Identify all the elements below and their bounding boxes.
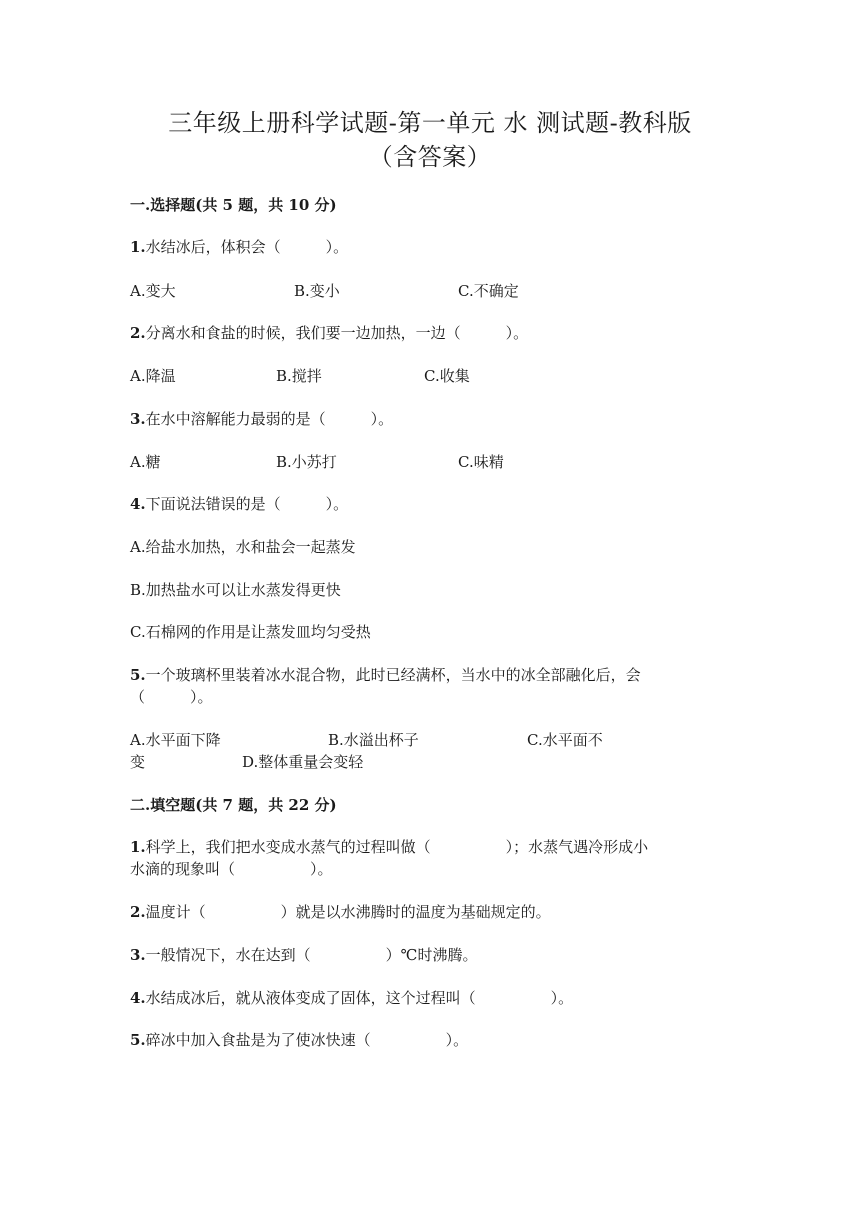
option-a: A.给盐水加热，水和盐会一起蒸发 xyxy=(130,538,356,556)
question-number: 2. xyxy=(130,324,146,342)
question-number: 1. xyxy=(130,238,146,256)
question-text: 温度计（ ）就是以水沸腾时的温度为基础规定的。 xyxy=(145,903,551,921)
question-number: 3. xyxy=(130,410,146,428)
question-text: 一个玻璃杯里装着冰水混合物，此时已经满杯，当水中的冰全部融化后，会 xyxy=(145,666,641,684)
section-heading-fill: 二.填空题(共 7 题，共 22 分) xyxy=(130,796,337,814)
option-c-continuation: 变 xyxy=(130,753,146,771)
option-a: A.水平面下降 xyxy=(130,731,221,749)
fill-question-1 xyxy=(130,836,648,857)
page-title: 三年级上册科学试题-第一单元 水 测试题-教科版 xyxy=(168,109,692,137)
option-b: B.水溢出杯子 xyxy=(328,731,419,749)
question-4 xyxy=(130,493,348,514)
fill-question-5 xyxy=(130,1029,468,1050)
option-a: A.糖 xyxy=(130,453,161,471)
question-1 xyxy=(130,236,348,257)
option-b: B.加热盐水可以让水蒸发得更快 xyxy=(130,581,341,599)
question-number: 5. xyxy=(130,666,146,684)
option-c: C.石棉网的作用是让蒸发皿均匀受热 xyxy=(130,623,371,641)
option-b: B.小苏打 xyxy=(276,453,337,471)
fill-question-4 xyxy=(130,987,573,1008)
question-3 xyxy=(130,408,393,429)
question-text: 水结冰后，体积会（ ）。 xyxy=(145,238,349,256)
option-c: C.不确定 xyxy=(458,282,519,300)
question-text: 下面说法错误的是（ ）。 xyxy=(145,495,349,513)
option-b: B.搅拌 xyxy=(276,367,322,385)
question-text: 分离水和食盐的时候，我们要一边加热，一边（ ）。 xyxy=(145,324,529,342)
question-text: 在水中溶解能力最弱的是（ ）。 xyxy=(145,410,394,428)
question-text: 水结成冰后，就从液体变成了固体，这个过程叫（ ）。 xyxy=(145,989,574,1007)
fill-question-1-continuation: 水滴的现象叫（ ）。 xyxy=(130,860,333,878)
fill-question-2 xyxy=(130,901,551,922)
question-5 xyxy=(130,664,641,685)
question-number: 4. xyxy=(130,989,146,1007)
question-number: 3. xyxy=(130,946,146,964)
option-a: A.变大 xyxy=(130,282,176,300)
option-d: D.整体重量会变轻 xyxy=(242,753,364,771)
page-subtitle: （含答案） xyxy=(368,143,492,171)
question-text: 一般情况下，水在达到（ ）℃时沸腾。 xyxy=(145,946,478,964)
question-number: 4. xyxy=(130,495,146,513)
question-5-continuation: （ ）。 xyxy=(130,688,213,706)
question-text: 科学上，我们把水变成水蒸气的过程叫做（ ）；水蒸气遇冷形成小 xyxy=(145,838,649,856)
option-b: B.变小 xyxy=(294,282,340,300)
section-heading-choice: 一.选择题(共 5 题，共 10 分) xyxy=(130,196,337,214)
fill-question-3 xyxy=(130,944,477,965)
option-a: A.降温 xyxy=(130,367,176,385)
question-2 xyxy=(130,322,528,343)
option-c: C.水平面不 xyxy=(527,731,603,749)
question-number: 2. xyxy=(130,903,146,921)
question-text: 碎冰中加入食盐是为了使冰快速（ ）。 xyxy=(145,1031,469,1049)
question-number: 1. xyxy=(130,838,146,856)
question-number: 5. xyxy=(130,1031,146,1049)
option-c: C.味精 xyxy=(458,453,504,471)
option-c: C.收集 xyxy=(424,367,470,385)
